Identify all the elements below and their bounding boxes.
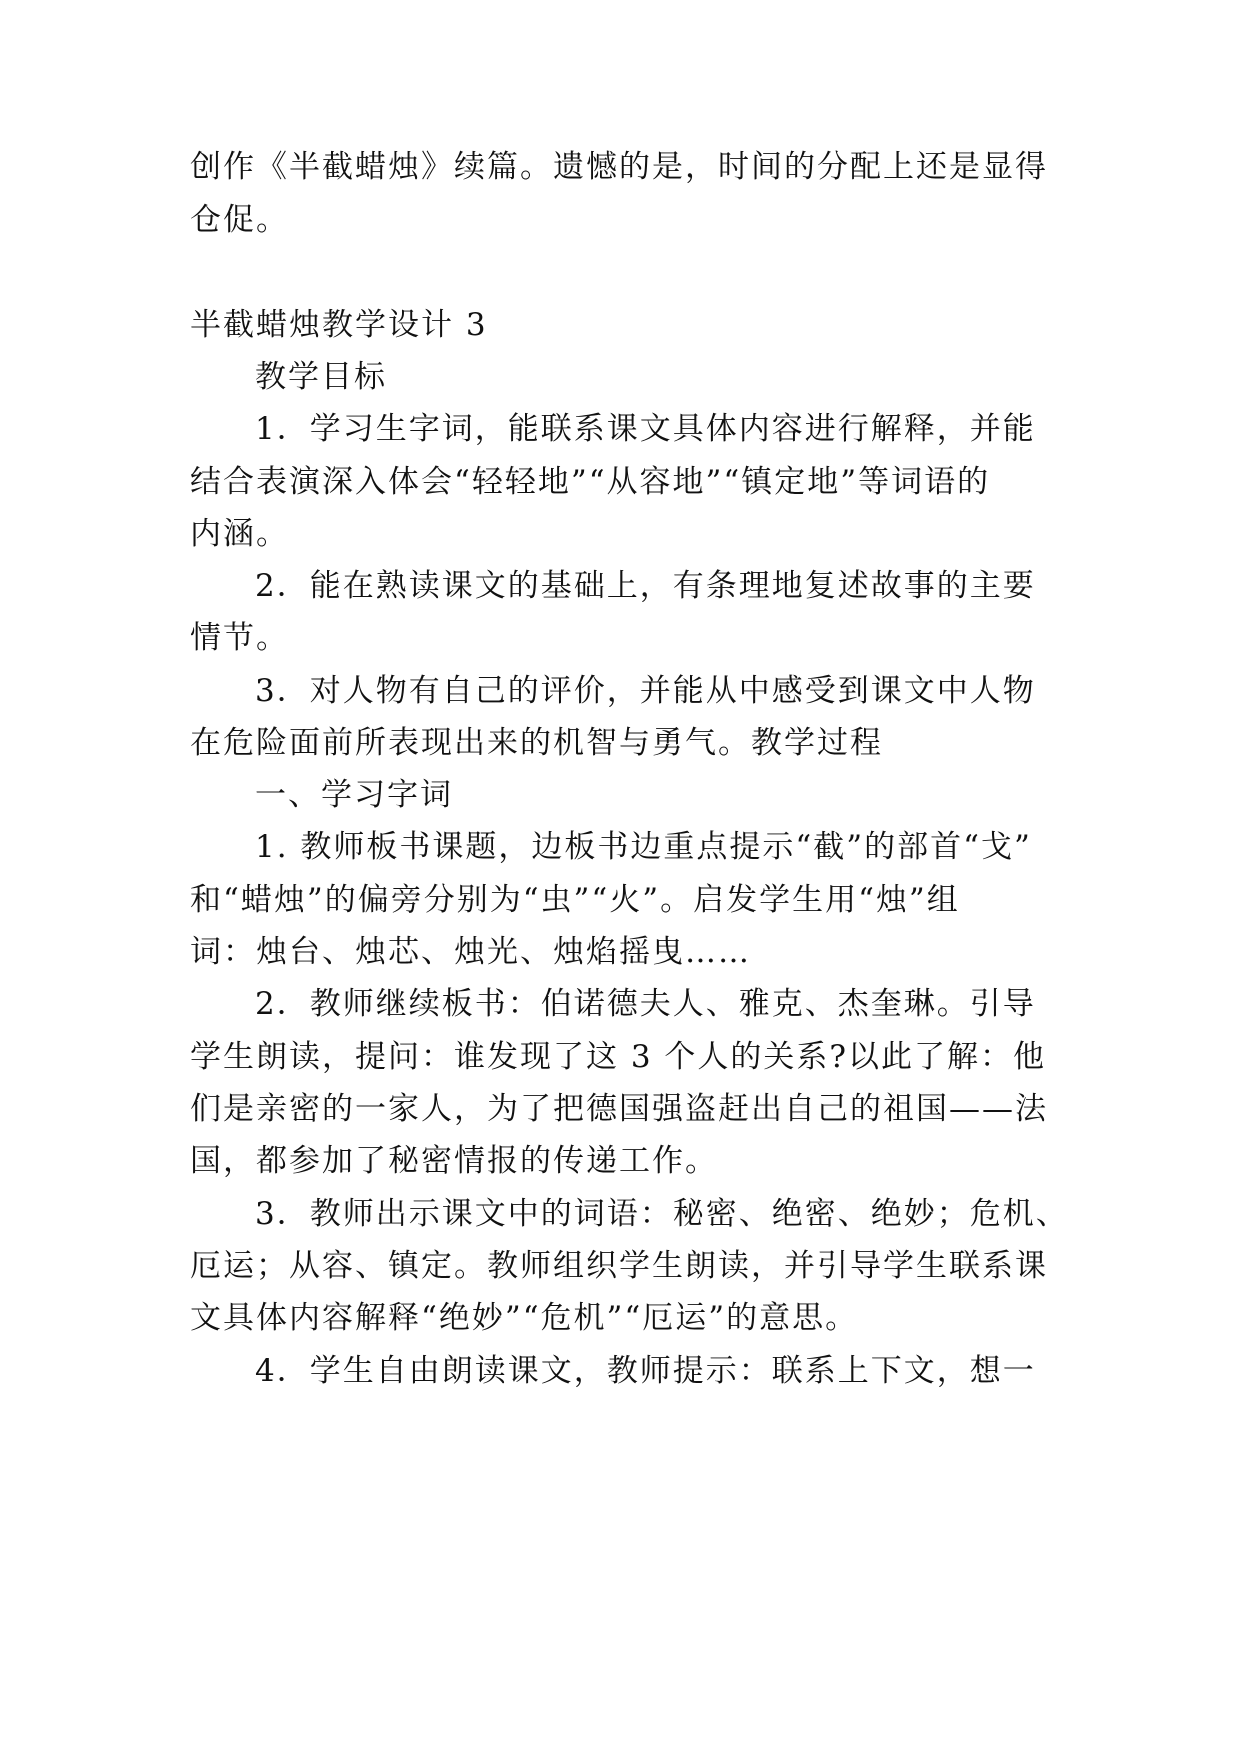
step-2-line-1: 2．教师继续板书：伯诺德夫人、雅克、杰奎琳。引导 <box>255 986 1036 1022</box>
objective-3-line-2: 在危险面前所表现出来的机智与勇气。教学过程 <box>190 725 883 761</box>
step-3-line-2: 厄运；从容、镇定。教师组织学生朗读，并引导学生联系课 <box>190 1248 1048 1284</box>
step-3-line-1: 3．教师出示课文中的词语：秘密、绝密、绝妙；危机、 <box>255 1196 1069 1232</box>
objective-2-line-2: 情节。 <box>190 620 289 656</box>
objective-2-line-1: 2．能在熟读课文的基础上，有条理地复述故事的主要 <box>255 568 1036 604</box>
step-1-line-2: 和“蜡烛”的偏旁分别为“虫”“火”。启发学生用“烛”组 <box>190 882 960 918</box>
objective-1-line-1: 1．学习生字词，能联系课文具体内容进行解释，并能 <box>255 411 1036 447</box>
step-1-line-1: 1. 教师板书课题，边板书边重点提示“截”的部首“戈” <box>255 829 1032 865</box>
step-2-line-2: 学生朗读，提问：谁发现了这 3 个人的关系?以此了解：他 <box>190 1039 1047 1075</box>
objectives-heading: 教学目标 <box>255 359 387 395</box>
objective-3-line-1: 3．对人物有自己的评价，并能从中感受到课文中人物 <box>255 673 1036 709</box>
step-2-line-4: 国，都参加了秘密情报的传递工作。 <box>190 1143 718 1179</box>
step-4-line-1: 4．学生自由朗读课文，教师提示：联系上下文，想一 <box>255 1353 1036 1389</box>
objective-1-line-3: 内涵。 <box>190 516 289 552</box>
continuation-line-2: 仓促。 <box>190 202 289 238</box>
step-3-line-3: 文具体内容解释“绝妙”“危机”“厄运”的意思。 <box>190 1300 859 1336</box>
section-title: 半截蜡烛教学设计 3 <box>190 307 488 343</box>
step-2-line-3: 们是亲密的一家人，为了把德国强盗赶出自己的祖国——法 <box>190 1091 1048 1127</box>
continuation-line-1: 创作《半截蜡烛》续篇。遗憾的是，时间的分配上还是显得 <box>190 149 1048 185</box>
step-1-line-3: 词：烛台、烛芯、烛光、烛焰摇曳…… <box>190 934 751 970</box>
objective-1-line-2: 结合表演深入体会“轻轻地”“从容地”“镇定地”等词语的 <box>190 464 991 500</box>
part-heading: 一、学习字词 <box>255 777 453 813</box>
